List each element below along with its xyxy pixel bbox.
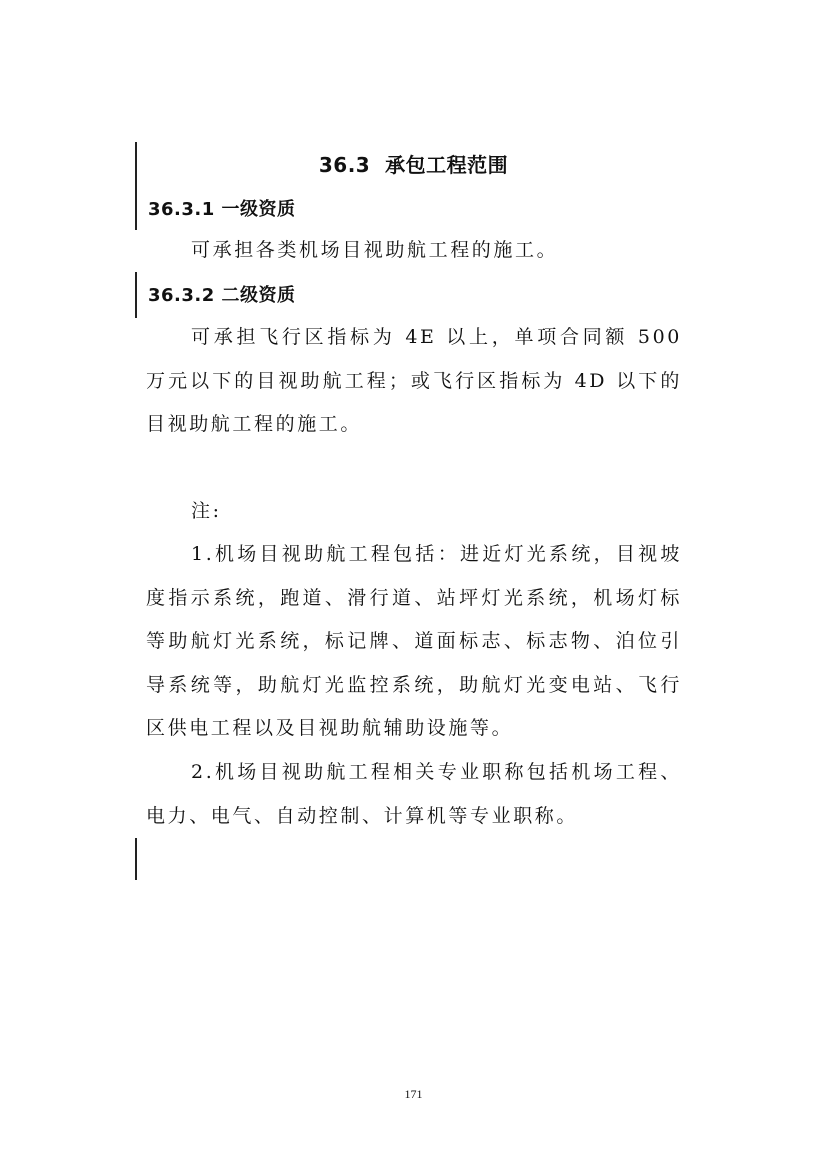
grade-2-heading: 36.3.2 二级资质 (148, 285, 296, 306)
notes-label: 注: (191, 500, 222, 522)
grade-2-body: 可承担飞行区指标为 4E 以上，单项合同额 500 万元以下的目视助航工程；或飞行区指标为 4D 以下的目视助航工程的施工。 (146, 326, 682, 435)
page-number: 171 (404, 1087, 423, 1101)
section-title: 36.3 承包工程范围 (318, 153, 509, 177)
grade-1-body: 可承担各类机场目视助航工程的施工。 (191, 239, 559, 261)
revision-bar (135, 838, 137, 880)
grade-1-heading: 36.3.1 一级资质 (148, 199, 296, 220)
revision-bar (135, 272, 137, 318)
note-item-2: 2.机场目视助航工程相关专业职称包括机场工程、电力、电气、自动控制、计算机等专业职称。 (146, 761, 682, 827)
note-item-1: 1.机场目视助航工程包括：进近灯光系统，目视坡度指示系统，跑道、滑行道、站坪灯光系统，机场灯标等助航灯光系统，标记牌、道面标志、标志物、泊位引导系统等，助航灯光监控系统，助航灯光变电站、飞行区供电工程以及目视助航辅助设施等。 (146, 543, 682, 739)
